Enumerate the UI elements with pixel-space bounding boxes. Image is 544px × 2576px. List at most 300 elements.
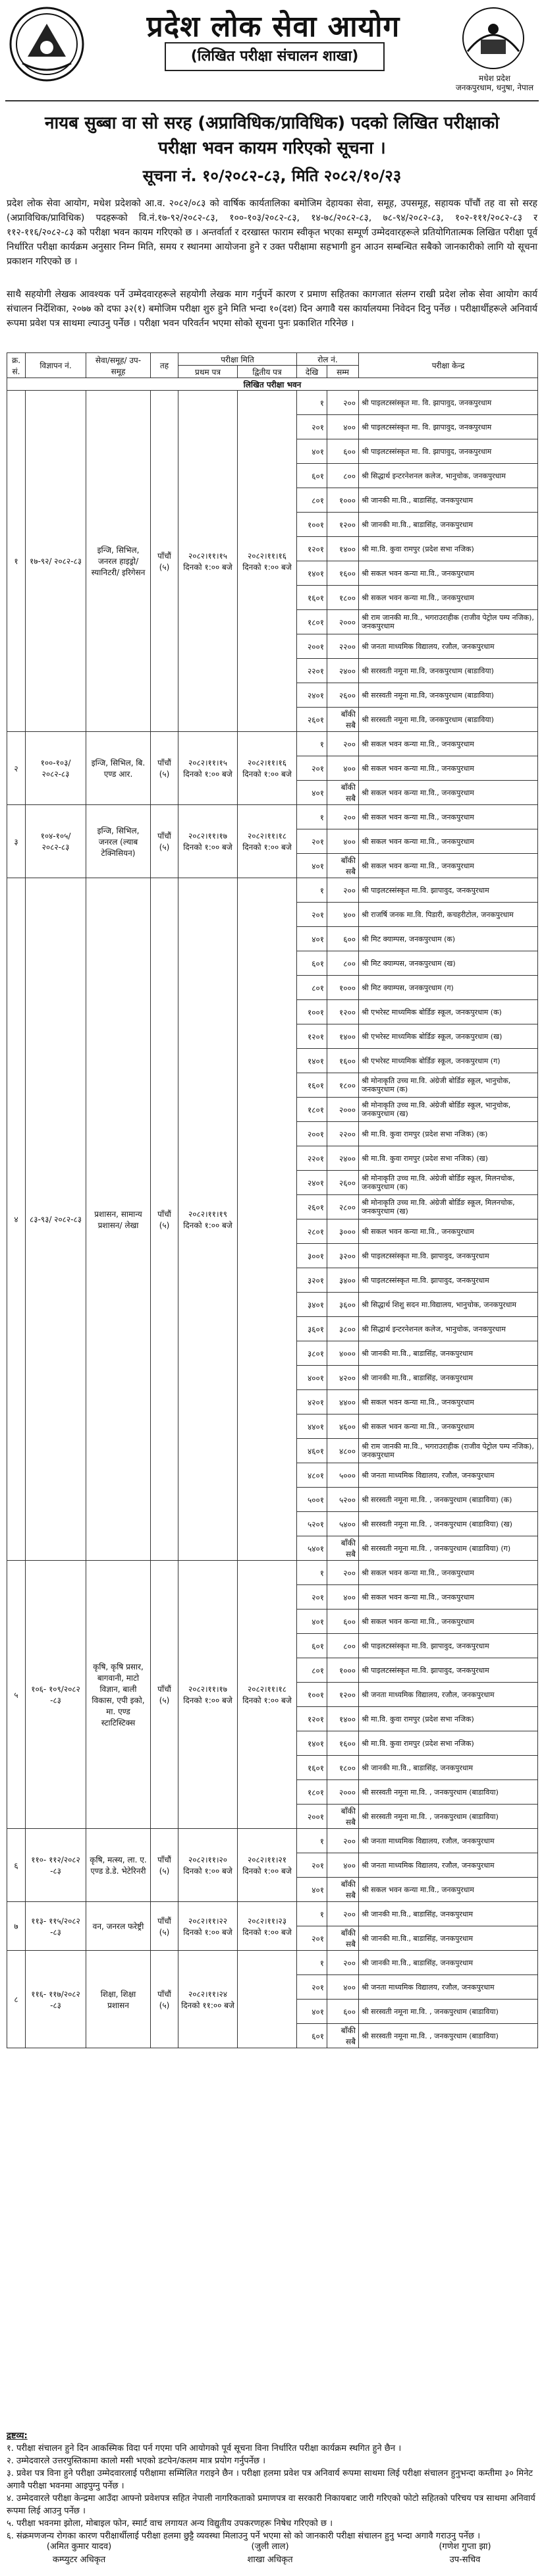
- cell-level: पाँचौं (५): [151, 805, 178, 878]
- cell-roll-to: ४६००: [327, 1414, 359, 1439]
- cell-sn: ७: [7, 1902, 26, 1951]
- cell-roll-from: ४०१: [297, 2000, 327, 2024]
- cell-roll-to: ६००: [327, 1610, 359, 1634]
- cell-centre: श्री मोनाकृति उच्च मा.वि. अंग्रेजी बोर्डिङ स्कूल, मिलनचोक, जनकपुरधाम (ख): [359, 1195, 538, 1219]
- cell-roll-from: १: [297, 1829, 327, 1853]
- cell-service: कृषि, मत्स्य, ला. ए. एण्ड डे.डे. भेटेरिनरी: [86, 1829, 151, 1902]
- table-header-row: [7, 353, 538, 366]
- cell-roll-to: २००: [327, 1561, 359, 1585]
- cell-roll-to: ४०००: [327, 1341, 359, 1366]
- cell-centre: श्री सरस्वती नमूना मा.वि, जनकपुरधाम (बाडाविया): [359, 683, 538, 708]
- cell-adv: ८३-९३/ २०८२-८३: [26, 878, 86, 1561]
- notice-number: सूचना नं. १०/२०८२-८३, मिति २०८२/१०/२३: [142, 167, 402, 185]
- intro-paragraph: प्रदेश लोक सेवा आयोग, मधेश प्रदेशको आ.व. २०८२/०८३ को वार्षिक कार्यतालिका बमोजिम देहायका सेवा, समूह, उपसमूह, सहायक पाँचौं तह वा सो सरह (अप्राविधिक/प्राविधिक) पदहरूको वि.नं.१७-९२/२०८२-८३, १००-१०३/२०८२-८३, १४-७८/२०८२-८३, ७८-९४/२०८२-८३, १०२-१११/२०८२-८३ र ११२-११६/२०८२-८३ को परीक्षा भवन कायम गरिएको छ । अन्तर्वार्ता र दरखास्त फाराम स्वीकृत भएका सम्पूर्ण उम्मेदवारहरूले प्रतियोगितात्मक लिखित परीक्षा पूर्व निर्धारित परीक्षा कार्यक्रम अनुसार निम्न मिति, समय र स्थानमा आयोजना हुने र उक्त परीक्षामा सहभागी हुन आउन सम्बन्धित सबैको जानकारीको लागि यो सूचना प्रकाशन गरिएको छ ।: [7, 198, 537, 267]
- cell-roll-from: ४४०१: [297, 1414, 327, 1439]
- cell-centre: श्री मिट क्याम्पस, जनकपुरधाम (क): [359, 927, 538, 951]
- cell-roll-to: ६००: [327, 2000, 359, 2024]
- cell-centre: श्री राम जानकी मा.वि., भगराउराहीक (राजीव पेट्रोल पम्प नजिक), जनकपुरधाम: [359, 610, 538, 634]
- signature-2: [204, 2540, 336, 2567]
- cell-paper2: २०८२।११।१६ दिनको १:०० बजे: [238, 732, 297, 805]
- cell-roll-to: २००: [327, 1902, 359, 1926]
- cell-roll-to: ८००: [327, 464, 359, 488]
- cell-roll-from: २०१: [297, 756, 327, 781]
- cell-centre: श्री पाइलटस्संस्कृत मा.वि. झापावुद, जनकपुरधाम: [359, 878, 538, 903]
- cell-roll-from: २६०१: [297, 708, 327, 732]
- cell-centre: श्री जनता माध्यमिक विद्यालय, रजौल, जनकपुरधाम: [359, 1829, 538, 1853]
- cell-roll-from: १८०१: [297, 1780, 327, 1805]
- cell-centre: श्री जनता माध्यमिक विद्यालय, रजौल, जनकपुरधाम: [359, 1975, 538, 2000]
- cell-roll-to: २०००: [327, 1780, 359, 1805]
- cell-roll-from: १: [297, 391, 327, 415]
- cell-sn: ३: [7, 805, 26, 878]
- cell-centre: श्री जानकी मा.वि., बाडासिंह, जनकपुरधाम: [359, 1341, 538, 1366]
- letterhead: [0, 0, 544, 92]
- signatory-name: (अमित कुमार यादव): [46, 2542, 112, 2552]
- cell-roll-from: १००१: [297, 1683, 327, 1707]
- cell-roll-to: ४००: [327, 829, 359, 854]
- cell-roll-from: ४६०१: [297, 1439, 327, 1463]
- cell-centre: श्री जनता माध्यमिक विद्यालय, रजौल, जनकपुरधाम: [359, 634, 538, 659]
- table-row: [7, 805, 538, 829]
- cell-roll-from: ६०१: [297, 2024, 327, 2048]
- cell-roll-from: २४०१: [297, 683, 327, 708]
- table-row: [7, 1829, 538, 1853]
- notice-title-line2: परीक्षा भवन कायम गरिएको सूचना ।: [158, 138, 386, 158]
- cell-level: पाँचौं (५): [151, 391, 178, 732]
- cell-centre: श्री पाइलटस्संस्कृत मा. वि. झापावुद, जनकपुरधाम: [359, 415, 538, 439]
- cell-paper1: २०८२।११।२० दिनको १:०० बजे: [178, 1829, 238, 1902]
- cell-roll-from: ६०१: [297, 464, 327, 488]
- cell-roll-to: १८००: [327, 1756, 359, 1780]
- table-row: [7, 391, 538, 415]
- col-adv: विज्ञापन नं.: [26, 353, 86, 378]
- cell-roll-from: १: [297, 732, 327, 756]
- cell-roll-from: ६०१: [297, 1634, 327, 1658]
- cell-centre: श्री सकल भवन कन्या मा.वि., जनकपुरधाम: [359, 1561, 538, 1585]
- cell-sn: ८: [7, 1951, 26, 2048]
- cell-paper1: २०८२।११।१५ दिनको १:०० बजे: [178, 391, 238, 732]
- cell-roll-from: १६०१: [297, 1073, 327, 1098]
- cell-sn: ६: [7, 1829, 26, 1902]
- cell-centre: श्री मोनाकृति उच्च मा.वि. अंग्रेजी बोर्डिङ स्कूल, भानुचोक, जनकपुरधाम (क): [359, 1073, 538, 1098]
- cell-roll-from: १: [297, 1951, 327, 1975]
- cell-roll-to: ३८००: [327, 1317, 359, 1341]
- cell-roll-from: ४०१: [297, 927, 327, 951]
- cell-sn: २: [7, 732, 26, 805]
- cell-roll-from: १२०१: [297, 537, 327, 561]
- cell-roll-from: ४०१: [297, 1610, 327, 1634]
- cell-centre: श्री जानकी मा.वि., बाडासिंह, जनकपुरधाम: [359, 1366, 538, 1390]
- cell-roll-to: १२००: [327, 513, 359, 537]
- cell-level: पाँचौं (५): [151, 1561, 178, 1829]
- cell-roll-from: १२०१: [297, 1024, 327, 1049]
- signatory-title: शाखा अधिकृत: [247, 2555, 293, 2565]
- cell-paper1: २०८२।११।१७ दिनको १:०० बजे: [178, 805, 238, 878]
- cell-roll-to: २४००: [327, 659, 359, 683]
- cell-service: कृषि, कृषि प्रसार, बागवानी, माटो विज्ञान, बाली विकास, एपी इको, मा. एण्ड स्टाटिस्टिक्स: [86, 1561, 151, 1829]
- cell-roll-from: १६०१: [297, 586, 327, 610]
- cell-centre: श्री मा.वि. कुवा रामपुर (प्रदेश सभा नजिक): [359, 1731, 538, 1756]
- cell-roll-from: २८०१: [297, 1219, 327, 1244]
- cell-paper1: २०८२।११।२४ दिनको ११:०० बजे: [178, 1951, 238, 2048]
- cell-centre: श्री सरस्वती नमूना मा.वि. , जनकपुरधाम (बाडाविया) (ग): [359, 1536, 538, 1561]
- col-sn: क्र. सं.: [7, 353, 26, 378]
- col-level: तह: [151, 353, 178, 378]
- madhesh-province-logo-icon: [454, 5, 532, 71]
- cell-centre: श्री सकल भवन कन्या मा.वि., जनकपुरधाम: [359, 1390, 538, 1414]
- cell-roll-from: २०१: [297, 1926, 327, 1951]
- cell-centre: श्री जानकी मा.वि., बाडासिंह, जनकपुरधाम: [359, 1756, 538, 1780]
- cell-centre: श्री सरस्वती नमूना मा.वि. , जनकपुरधाम (बाडाविया): [359, 2024, 538, 2048]
- table-row: [7, 1902, 538, 1926]
- logo-caption: [452, 74, 537, 92]
- cell-service: वन, जनरल फरेष्ट्री: [86, 1902, 151, 1951]
- cell-roll-from: २६०१: [297, 1195, 327, 1219]
- cell-roll-from: ४०१: [297, 854, 327, 878]
- col-paper2: द्वितीय पत्र: [238, 366, 297, 378]
- cell-roll-from: २४०१: [297, 1171, 327, 1195]
- cell-paper2: २०८२।११।१८ दिनको १:०० बजे: [238, 1561, 297, 1829]
- cell-roll-to: २००: [327, 805, 359, 829]
- cell-sn: १: [7, 391, 26, 732]
- cell-centre: श्री सकल भवन कन्या मा.वि., जनकपुरधाम: [359, 732, 538, 756]
- cell-centre: श्री पाइलटस्संस्कृत मा.वि. झापावुद, जनकपुरधाम: [359, 1658, 538, 1683]
- cell-roll-from: ४०१: [297, 781, 327, 805]
- cell-roll-from: १२०१: [297, 1707, 327, 1731]
- cell-roll-from: १: [297, 805, 327, 829]
- cell-roll-from: ३२०१: [297, 1268, 327, 1293]
- cell-roll-to: बाँकी सबै: [327, 1878, 359, 1902]
- cell-service: शिक्षा, शिक्षा प्रशासन: [86, 1951, 151, 2048]
- cell-roll-to: १०००: [327, 976, 359, 1000]
- cell-roll-to: ५२००: [327, 1488, 359, 1512]
- cell-centre: श्री सरस्वती नमूना मा.वि, जनकपुरधाम (बाडाविया): [359, 708, 538, 732]
- cell-roll-to: १६००: [327, 1731, 359, 1756]
- cell-centre: श्री सरस्वती नमूना मा.वि. , जनकपुरधाम (बाडाविया): [359, 1805, 538, 1829]
- signature-1: [13, 2540, 145, 2567]
- cell-roll-to: बाँकी सबै: [327, 1536, 359, 1561]
- cell-roll-to: ४८००: [327, 1439, 359, 1463]
- cell-centre: श्री सरस्वती नमूना मा.वि. , जनकपुरधाम (बाडाविया) (ख): [359, 1512, 538, 1536]
- cell-roll-to: २६००: [327, 683, 359, 708]
- cell-roll-from: ६०१: [297, 951, 327, 976]
- cell-centre: श्री पाइलटस्संस्कृत मा.वि. झापावुद, जनकपुरधाम: [359, 1634, 538, 1658]
- cell-centre: श्री मिट क्याम्पस, जनकपुरधाम (ख): [359, 951, 538, 976]
- cell-roll-from: ५२०१: [297, 1512, 327, 1536]
- cell-roll-from: ५००१: [297, 1488, 327, 1512]
- cell-centre: श्री सकल भवन कन्या मा.वि., जनकपुरधाम: [359, 854, 538, 878]
- cell-centre: श्री सकल भवन कन्या मा.वि., जनकपुरधाम: [359, 1878, 538, 1902]
- cell-centre: श्री जनता माध्यमिक विद्यालय, रजौल, जनकपुरधाम: [359, 1683, 538, 1707]
- cell-level: पाँचौं (५): [151, 1829, 178, 1902]
- notes-section: [7, 2430, 537, 2542]
- cell-roll-from: ४२०१: [297, 1390, 327, 1414]
- cell-adv: ११०- ११२/२०८२ -८३: [26, 1829, 86, 1902]
- cell-centre: श्री मिट क्याम्पस, जनकपुरधाम (ग): [359, 976, 538, 1000]
- cell-roll-to: ८००: [327, 1634, 359, 1658]
- cell-roll-from: ४०१: [297, 1878, 327, 1902]
- cell-roll-to: १८००: [327, 586, 359, 610]
- cell-level: पाँचौं (५): [151, 1902, 178, 1951]
- col-to: सम्म: [327, 366, 359, 378]
- province-name: मधेश प्रदेश: [479, 74, 510, 83]
- cell-roll-from: १८०१: [297, 610, 327, 634]
- cell-roll-to: २०००: [327, 1098, 359, 1122]
- signatures: [7, 2540, 537, 2573]
- cell-roll-from: १००१: [297, 513, 327, 537]
- cell-centre: श्री जानकी मा.वि., बाडासिंह, जनकपुरधाम: [359, 488, 538, 513]
- cell-service: इन्जि, सिभिल, जनरल (ल्याब टेक्निसियन): [86, 805, 151, 878]
- cell-roll-from: ८०१: [297, 976, 327, 1000]
- col-centre: परीक्षा केन्द्र: [359, 353, 538, 378]
- cell-roll-to: ५४००: [327, 1512, 359, 1536]
- cell-roll-from: ८०१: [297, 1658, 327, 1683]
- cell-roll-from: १४०१: [297, 561, 327, 586]
- signatory-title: कम्प्युटर अधिकृत: [52, 2555, 106, 2565]
- writer-paragraph: साथै सहयोगी लेखक आवश्यक पर्ने उम्मेदवारहरूले सहयोगी लेखक माग गर्नुपर्ने कारण र प्रमाण सहितका कागजात संलग्न राखी प्रदेश लोक सेवा आयोग कार्य संचालन निर्देशिका, २०७७ को दफा ३२(१) बमोजिम परीक्षा शुरु हुने मिति भन्दा १०(दश) दिन अगावै यस कार्यालयमा निवेदन दिनु पर्नेछ । परीक्षार्थीहरूले अनिवार्य रूपमा प्रवेश पत्र साथमा ल्याउनु पर्नेछ । परीक्षा भवन परिवर्तन भएमा सोको सूचना पुनः प्रकाशित गरिनेछ ।: [7, 289, 537, 329]
- org-title: प्रदेश लोक सेवा आयोग: [146, 10, 400, 43]
- cell-adv: १७-९२/ २०८२-८३: [26, 391, 86, 732]
- table-row: [7, 1561, 538, 1585]
- table-row: [7, 732, 538, 756]
- cell-paper1: २०८२।११।२२ दिनको १:०० बजे: [178, 1902, 238, 1951]
- cell-roll-to: बाँकी सबै: [327, 1805, 359, 1829]
- cell-paper1: २०८२।११।१७ दिनको १:०० बजे: [178, 1561, 238, 1829]
- cell-centre: श्री सकल भवन कन्या मा.वि., जनकपुरधाम: [359, 805, 538, 829]
- cell-roll-to: १६००: [327, 1049, 359, 1073]
- cell-roll-to: ३४००: [327, 1268, 359, 1293]
- cell-roll-to: ८००: [327, 951, 359, 976]
- cell-roll-to: ४००: [327, 756, 359, 781]
- cell-roll-to: २००: [327, 1829, 359, 1853]
- cell-centre: श्री जानकी मा.वि., बाडासिंह, जनकपुरधाम: [359, 1902, 538, 1926]
- cell-roll-from: ३६०१: [297, 1317, 327, 1341]
- cell-centre: श्री पाइलटस्संस्कृत मा. वि. झापावुद, जनकपुरधाम: [359, 391, 538, 415]
- exam-centre-table: [7, 352, 538, 2048]
- province-address: जनकपुरधाम, धनुषा, नेपाल: [455, 83, 534, 92]
- cell-level: पाँचौं (५): [151, 1951, 178, 2048]
- branch-name: (लिखित परीक्षा संचालन शाखा): [165, 42, 385, 71]
- cell-roll-to: बाँकी सबै: [327, 708, 359, 732]
- note-item: ४. उम्मेदवारले परीक्षा केन्द्रमा आउँदा आफ्नो प्रवेशपत्र सहित नेपाली नागरिकताको प्रमाणपत्र वा सरकारी निकायबाट जारी गरिएको फोटो सहितको परिचय पत्र साथमा अनिवार्य रूपमा लिई आउनु पर्नेछ ।: [7, 2494, 535, 2516]
- cell-centre: श्री जानकी मा.वि., बाडासिंह, जनकपुरधाम: [359, 1951, 538, 1975]
- cell-roll-to: ४००: [327, 1975, 359, 2000]
- cell-adv: १००-१०३/ २०८२-८३: [26, 732, 86, 805]
- cell-centre: श्री सकल भवन कन्या मा.वि., जनकपुरधाम: [359, 1585, 538, 1610]
- note-item: २. उम्मेदवारले उत्तरपुस्तिकामा कालो मसी भएको डटपेन/कलम मात्र प्रयोग गर्नुपर्नेछ ।: [7, 2456, 266, 2466]
- cell-service: इन्जि, सिभिल, जनरल हाइड्रो/ स्यानिटरी/ इरिगेसन: [86, 391, 151, 732]
- cell-centre: श्री सिद्धार्थ इन्टरनेशनल कलेज, भानुचोक, जनकपुरधाम: [359, 1317, 538, 1341]
- cell-roll-to: ४००: [327, 1853, 359, 1878]
- cell-roll-to: ६००: [327, 439, 359, 464]
- cell-roll-to: ४००: [327, 415, 359, 439]
- cell-roll-to: ६००: [327, 927, 359, 951]
- note-item: ६. संक्रमणजन्य रोगका कारण परीक्षार्थीलाई परीक्षा हलमा छुट्टै व्यवस्था मिलाउनु पर्ने भएमा सो को जानकारी परीक्षा संचालन हुनु भन्दा अगावै गराउनु पर्नेछ ।: [7, 2531, 481, 2541]
- cell-centre: श्री सकल भवन कन्या मा.वि., जनकपुरधाम: [359, 586, 538, 610]
- cell-roll-from: २०१: [297, 1585, 327, 1610]
- cell-centre: श्री राम जानकी मा.वि., भगराउराहीक (राजीव पेट्रोल पम्प नजिक), जनकपुरधाम: [359, 1439, 538, 1463]
- note-item: ५. परीक्षा भवनमा झोला, मोबाइल फोन, स्मार्ट वाच लगायत अन्य विद्युतीय उपकरणहरू निषेध गरिएको छ ।: [7, 2519, 333, 2529]
- cell-roll-to: ४००: [327, 903, 359, 927]
- table-row: [7, 878, 538, 903]
- cell-roll-to: बाँकी सबै: [327, 854, 359, 878]
- cell-roll-from: ३४०१: [297, 1293, 327, 1317]
- cell-roll-to: ३०००: [327, 1219, 359, 1244]
- notes-heading: द्रष्टव्य:: [7, 2431, 28, 2441]
- col-exam-date: परीक्षा मिति: [178, 353, 297, 366]
- cell-centre: श्री मा.वि. कुवा रामपुर (प्रदेश सभा नजिक) (ख): [359, 1146, 538, 1171]
- cell-centre: श्री सकल भवन कन्या मा.वि., जनकपुरधाम: [359, 756, 538, 781]
- cell-roll-to: ३६००: [327, 1293, 359, 1317]
- cell-level: पाँचौं (५): [151, 732, 178, 805]
- cell-roll-from: ५४०१: [297, 1536, 327, 1561]
- cell-roll-from: १: [297, 1561, 327, 1585]
- cell-roll-from: १४०१: [297, 1731, 327, 1756]
- cell-roll-to: १०००: [327, 1658, 359, 1683]
- cell-centre: श्री मा.वि. कुवा रामपुर (प्रदेश सभा नजिक): [359, 537, 538, 561]
- cell-service: इन्जि, सिभिल, बि. एण्ड आर.: [86, 732, 151, 805]
- table-subheading: लिखित परीक्षा भवन: [7, 378, 538, 391]
- cell-roll-from: २००१: [297, 634, 327, 659]
- col-paper1: प्रथम पत्र: [178, 366, 238, 378]
- cell-paper1: २०८२।११।१५ दिनको १:०० बजे: [178, 732, 238, 805]
- cell-paper2: [238, 1951, 297, 2048]
- cell-level: पाँचौं (५): [151, 878, 178, 1561]
- cell-roll-from: ४०१: [297, 439, 327, 464]
- cell-paper2: [238, 878, 297, 1561]
- cell-roll-to: बाँकी सबै: [327, 781, 359, 805]
- cell-roll-from: २०१: [297, 829, 327, 854]
- cell-centre: श्री सरस्वती नमूना मा.वि. , जनकपुरधाम (बाडाविया): [359, 2000, 538, 2024]
- table-body: [7, 391, 538, 2048]
- cell-adv: ११३- ११५/२०८२ -८३: [26, 1902, 86, 1951]
- cell-roll-to: १२००: [327, 1683, 359, 1707]
- cell-roll-to: २२००: [327, 1122, 359, 1146]
- cell-roll-to: २००: [327, 732, 359, 756]
- signatory-name: (गणेश गुप्ता झा): [439, 2542, 491, 2552]
- cell-centre: श्री पाइलटस्संस्कृत मा.वि. झापावुद, जनकपुरधाम: [359, 1268, 538, 1293]
- cell-paper2: २०८२।११।२३ दिनको १:०० बजे: [238, 1902, 297, 1951]
- cell-roll-from: १००१: [297, 1000, 327, 1024]
- cell-roll-to: १४००: [327, 537, 359, 561]
- cell-roll-from: २०१: [297, 1975, 327, 2000]
- cell-centre: श्री सरस्वती नमूना मा.वि, जनकपुरधाम (बाडाविया): [359, 659, 538, 683]
- cell-centre: श्री पाइलटस्संस्कृत मा. वि. झापावुद, जनकपुरधाम: [359, 439, 538, 464]
- cell-adv: १०६- १०९/२०८२ -८३: [26, 1561, 86, 1829]
- cell-roll-to: २६००: [327, 1171, 359, 1195]
- signatory-title: उप-सचिव: [449, 2555, 481, 2565]
- cell-centre: श्री मा.वि. कुवा रामपुर (प्रदेश सभा नजिक) (क): [359, 1122, 538, 1146]
- cell-centre: श्री मोनाकृति उच्च मा.वि. अंग्रेजी बोर्डिङ स्कूल, मिलनचोक, जनकपुरधाम (क): [359, 1171, 538, 1195]
- cell-adv: १०४-१०५/ २०८२-८३: [26, 805, 86, 878]
- cell-roll-from: ३००१: [297, 1244, 327, 1268]
- notes-list: [7, 2442, 537, 2542]
- cell-roll-from: २२०१: [297, 659, 327, 683]
- cell-roll-to: ३२००: [327, 1244, 359, 1268]
- cell-centre: श्री सकल भवन कन्या मा.वि., जनकपुरधाम: [359, 561, 538, 586]
- cell-sn: ५: [7, 1561, 26, 1829]
- cell-roll-from: १६०१: [297, 1756, 327, 1780]
- cell-centre: श्री राजर्षि जनक मा.वि. पिडारी, कचहरीटोल, जनकपुरधाम: [359, 903, 538, 927]
- cell-paper2: २०८२।११।१८ दिनको १:०० बजे: [238, 805, 297, 878]
- note-item: ३. प्रवेश पत्र विना हुने परीक्षा उम्मेदवारलाई परीक्षामा सम्मिलित गराइने छैन । परीक्षा हलमा प्रवेश पत्र अनिवार्य रूपमा साथमा लिई परीक्षा संचालन हुनुभन्दा कम्तीमा ३० मिनेट अगावै परीक्षा भवनमा आइपुग्नु पर्नेछ ।: [7, 2469, 533, 2491]
- cell-centre: श्री सकल भवन कन्या मा.वि., जनकपुरधाम: [359, 781, 538, 805]
- cell-roll-from: २०१: [297, 415, 327, 439]
- cell-roll-to: १४००: [327, 1707, 359, 1731]
- signatory-name: (जुली लाल): [251, 2542, 289, 2552]
- cell-roll-to: २००: [327, 878, 359, 903]
- cell-paper1: २०८२।११।१९ दिनको १:०० बजे: [178, 878, 238, 1561]
- cell-centre: श्री जनता माध्यमिक विद्यालय, रजौल, जनकपुरधाम: [359, 1853, 538, 1878]
- cell-roll-to: ४००: [327, 1585, 359, 1610]
- cell-roll-from: १: [297, 1902, 327, 1926]
- note-item: १. परीक्षा संचालन हुने दिन आकस्मिक विदा पर्न गएमा पनि आयोगको पूर्व सूचना विना निर्धारित परीक्षा कार्यक्रम स्थगित हुने छैन ।: [7, 2444, 402, 2453]
- cell-roll-to: २८००: [327, 1195, 359, 1219]
- cell-centre: श्री सिद्धार्थ इन्टरनेशनल कलेज, भानुचोक, जनकपुरधाम: [359, 464, 538, 488]
- cell-roll-from: १४०१: [297, 1049, 327, 1073]
- table-subheading-row: [7, 378, 538, 391]
- cell-centre: श्री सिद्धार्थ शिशु सदन मा.विद्यालय, भानुचोक, जनकपुरधाम: [359, 1293, 538, 1317]
- cell-centre: श्री सरस्वती नमूना मा.वि. , जनकपुरधाम (बाडाविया) (क): [359, 1488, 538, 1512]
- notice-title: [26, 111, 518, 161]
- notice-title-line1: नायब सुब्बा वा सो सरह (अप्राविधिक/प्राविधिक) पदको लिखित परीक्षाको: [45, 113, 499, 133]
- cell-centre: श्री एभरेस्ट माध्यमिक बोर्डिङ स्कूल, जनकपुरधाम (क): [359, 1000, 538, 1024]
- cell-roll-to: २००: [327, 1951, 359, 1975]
- cell-roll-from: १: [297, 878, 327, 903]
- cell-roll-from: ४००१: [297, 1366, 327, 1390]
- cell-roll-to: १२००: [327, 1000, 359, 1024]
- cell-roll-from: ८०१: [297, 488, 327, 513]
- cell-centre: श्री सरस्वती नमूना मा.वि. , जनकपुरधाम (बाडाविया): [359, 1780, 538, 1805]
- cell-roll-from: २२०१: [297, 1146, 327, 1171]
- cell-roll-from: २०१: [297, 1853, 327, 1878]
- cell-roll-to: २००: [327, 391, 359, 415]
- cell-roll-to: ५०००: [327, 1463, 359, 1488]
- cell-centre: श्री मा.वि. कुवा रामपुर (प्रदेश सभा नजिक): [359, 1707, 538, 1731]
- cell-centre: श्री सकल भवन कन्या मा.वि., जनकपुरधाम: [359, 829, 538, 854]
- signature-3: [399, 2540, 531, 2567]
- col-from: देखि: [297, 366, 327, 378]
- cell-centre: श्री सकल भवन कन्या मा.वि., जनकपुरधाम: [359, 1219, 538, 1244]
- cell-roll-to: २०००: [327, 610, 359, 634]
- cell-roll-from: १८०१: [297, 1098, 327, 1122]
- cell-roll-from: २०१: [297, 903, 327, 927]
- cell-sn: ४: [7, 878, 26, 1561]
- cell-roll-to: ४४००: [327, 1390, 359, 1414]
- cell-centre: श्री जनता माध्यमिक विद्यालय, रजौल, जनकपुरधाम: [359, 1463, 538, 1488]
- cell-adv: ११६- ११७/२०८२ -८३: [26, 1951, 86, 2048]
- col-service: सेवा/समूह/ उप-समूह: [86, 353, 151, 378]
- cell-centre: श्री सकल भवन कन्या मा.वि., जनकपुरधाम: [359, 1610, 538, 1634]
- cell-centre: श्री जानकी मा.वि., बाडासिंह, जनकपुरधाम: [359, 513, 538, 537]
- cell-roll-to: २४००: [327, 1146, 359, 1171]
- cell-paper2: २०८२।११।२१ दिनको १:०० बजे: [238, 1829, 297, 1902]
- table-row: [7, 1951, 538, 1975]
- cell-roll-to: १६००: [327, 561, 359, 586]
- cell-roll-to: १०००: [327, 488, 359, 513]
- cell-centre: श्री सकल भवन कन्या मा.वि., जनकपुरधाम: [359, 1414, 538, 1439]
- cell-centre: श्री मोनाकृति उच्च मा.वि. अंग्रेजी बोर्डिङ स्कूल, भानुचोक, जनकपुरधाम (ख): [359, 1098, 538, 1122]
- cell-roll-from: २००१: [297, 1805, 327, 1829]
- cell-centre: श्री जानकी मा.वि., बाडासिंह, जनकपुरधाम: [359, 1926, 538, 1951]
- cell-roll-to: १८००: [327, 1073, 359, 1098]
- cell-centre: श्री एभरेस्ट माध्यमिक बोर्डिङ स्कूल, जनकपुरधाम (ग): [359, 1049, 538, 1073]
- cell-roll-to: २२००: [327, 634, 359, 659]
- cell-roll-to: १४००: [327, 1024, 359, 1049]
- cell-roll-to: ४२००: [327, 1366, 359, 1390]
- cell-roll-from: २००१: [297, 1122, 327, 1146]
- cell-roll-from: ४८०१: [297, 1463, 327, 1488]
